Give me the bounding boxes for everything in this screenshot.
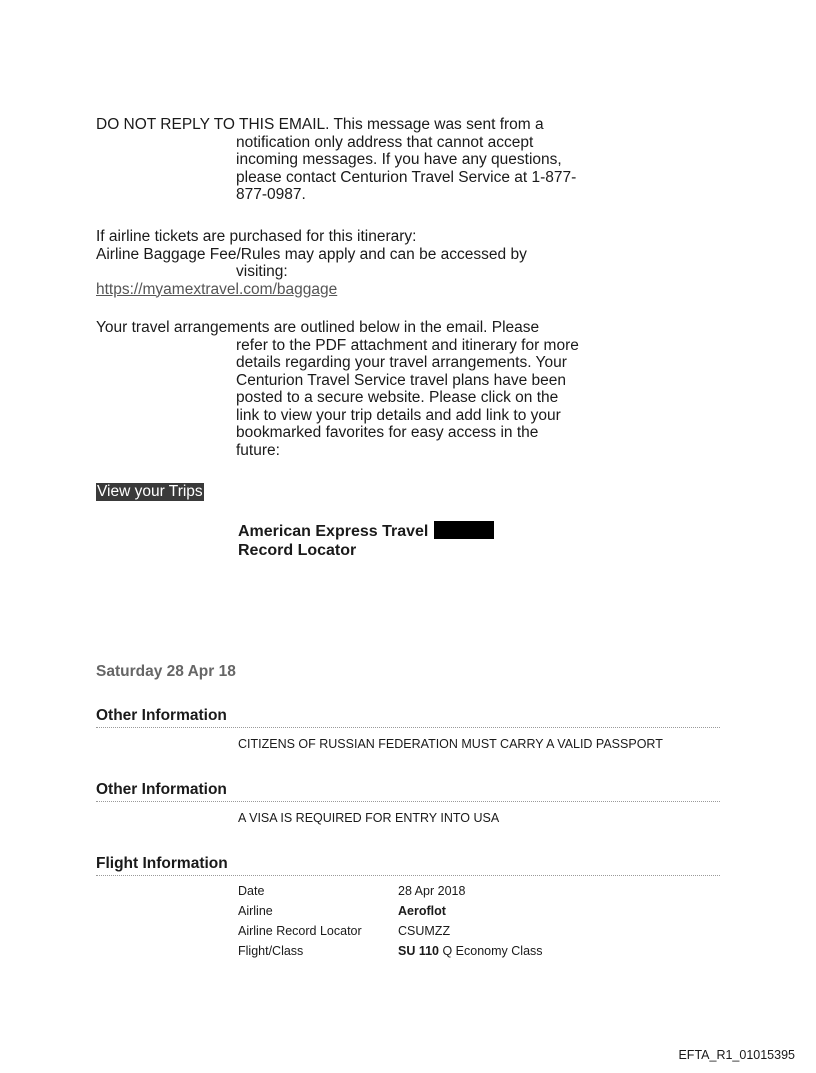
arrangements-first-line: Your travel arrangements are outlined below in the email. Please: [96, 319, 540, 336]
notice-line: notification only address that cannot accept: [236, 133, 534, 151]
passport-info-text: CITIZENS OF RUSSIAN FEDERATION MUST CARRY A VALID PASSPORT: [238, 737, 663, 751]
document-id: EFTA_R1_01015395: [678, 1048, 795, 1062]
section-heading-other-info: Other Information: [96, 707, 720, 728]
airline-value: Aeroflot: [398, 904, 446, 918]
notice-line: incoming messages. If you have any questions,: [236, 151, 562, 168]
baggage-line-1: If airline tickets are purchased for this itinerary:: [96, 228, 417, 245]
view-trips-button[interactable]: View your Trips: [97, 483, 203, 500]
arrangements-line: Centurion Travel Service travel plans have been: [236, 371, 566, 389]
section-heading-other-info: Other Information: [96, 781, 720, 802]
airline-label: Airline: [238, 904, 273, 918]
flight-class-label: Flight/Class: [238, 944, 304, 958]
baggage-line-2: Airline Baggage Fee/Rules may apply and can be accessed by: [96, 245, 527, 263]
record-locator: [238, 521, 494, 560]
section-heading-flight-info: Flight Information: [96, 855, 720, 876]
flight-number: SU 110: [398, 944, 440, 958]
flight-date-label: Date: [238, 884, 265, 898]
arrangements-text: [96, 319, 596, 459]
baggage-notice: [96, 228, 596, 298]
airline-locator-value: CSUMZZ: [398, 924, 451, 938]
notice-first-line: DO NOT REPLY TO THIS EMAIL. This message was sent from a: [96, 116, 544, 133]
arrangements-line: posted to a secure website. Please click on the: [236, 389, 559, 406]
flight-class-value: Q Economy Class: [439, 944, 543, 958]
flight-date-value: 28 Apr 2018: [398, 884, 466, 898]
arrangements-line: details regarding your travel arrangements. Your: [236, 354, 567, 371]
arrangements-line: future:: [236, 441, 280, 459]
no-reply-notice: [96, 116, 596, 204]
date-heading: Saturday 28 Apr 18: [96, 663, 236, 680]
record-locator-line-2: Record Locator: [238, 542, 357, 559]
notice-line: 877-0987.: [236, 186, 306, 203]
visa-info-text: A VISA IS REQUIRED FOR ENTRY INTO USA: [238, 811, 500, 825]
baggage-link[interactable]: https://myamextravel.com/baggage: [96, 280, 338, 298]
arrangements-line: bookmarked favorites for easy access in the: [236, 424, 539, 441]
redaction-block: [434, 521, 494, 539]
baggage-line-3: visiting:: [236, 263, 288, 280]
arrangements-line: refer to the PDF attachment and itinerary for more: [236, 336, 579, 354]
record-locator-line-1: American Express Travel: [238, 523, 429, 540]
notice-line: please contact Centurion Travel Service at 1-877-: [236, 168, 577, 186]
airline-locator-label: Airline Record Locator: [238, 924, 362, 938]
arrangements-line: link to view your trip details and add link to your: [236, 406, 561, 424]
